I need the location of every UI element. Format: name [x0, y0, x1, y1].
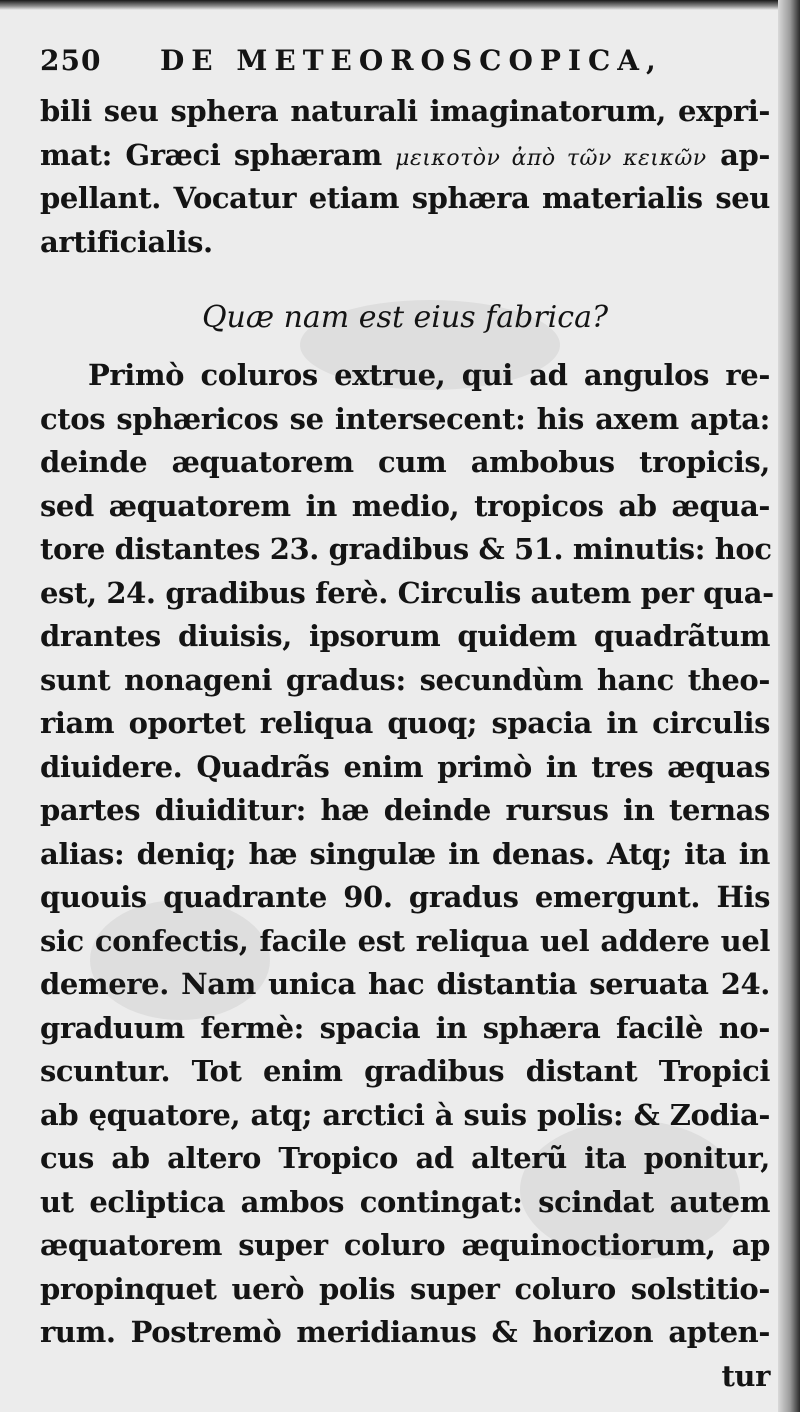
text-line: pellant. Vocatur etiam sphæra materialis seu	[40, 181, 770, 215]
text-line: deinde æquatorem cum ambobus tropicis,	[40, 445, 770, 479]
text-line: quouis quadrante 90. gradus emergunt. His	[40, 880, 770, 914]
paragraph-intro	[40, 90, 770, 264]
text-line: rum. Postremò meridianus & horizon apten-	[40, 1315, 770, 1349]
text-line: Primò coluros extrue, qui ad angulos re-	[88, 358, 770, 392]
text-line: artificialis.	[40, 224, 213, 259]
text-line: scuntur. Tot enim gradibus distant Tropici	[40, 1054, 770, 1088]
running-head	[40, 44, 770, 84]
text-line: ab ęquatore, atq; arctici à suis polis: & Zodia-	[40, 1097, 770, 1132]
text-line: bili seu sphera naturali imaginatorum, expri-	[40, 94, 770, 128]
text-line: æquatorem super coluro æquinoctiorum, ap	[40, 1228, 770, 1262]
text-line: cus ab altero Tropico ad alterũ ita ponitur,	[40, 1141, 770, 1175]
text-line: alias: deniq; hæ singulæ in denas. Atq; ita in	[40, 836, 770, 871]
text-line: demere. Nam unica hac distantia seruata 24.	[40, 967, 770, 1001]
text-line: sic confectis, facile est reliqua uel addere uel	[40, 923, 770, 958]
text-line: partes diuiditur: hæ deinde rursus in ternas	[40, 793, 770, 827]
page-gutter-edge	[778, 0, 800, 1412]
section-heading: Quæ nam est eius fabrica?	[201, 300, 609, 335]
text-line: mat: Græci sphæram μεικοτὸν ἀπὸ τῶν κεικῶν ap-	[40, 137, 770, 172]
text-line: tore distantes 23. gradibus & 51. minutis: hoc	[40, 532, 772, 566]
catchword: tur	[721, 1358, 770, 1393]
paragraph-fabrica	[40, 354, 774, 1398]
text-line: ut ecliptica ambos contingat: scindat autem	[40, 1184, 770, 1219]
text-block	[40, 44, 774, 1398]
text-line: drantes diuisis, ipsorum quidem quadrãtum	[40, 619, 770, 653]
text-line: diuidere. Quadrãs enim primò in tres æquas	[40, 749, 770, 784]
text-line: graduum fermè: spacia in sphæra facilè no-	[40, 1010, 770, 1045]
page-top-edge	[0, 0, 800, 10]
text-line: sed æquatorem in medio, tropicos ab æqua-	[40, 488, 770, 523]
text-line: sunt nonageni gradus: secundùm hanc theo-	[40, 662, 770, 697]
text-line: ctos sphæricos se intersecent: his axem apta:	[40, 401, 770, 436]
page-number: 250	[40, 44, 102, 77]
text-line: propinquet uerò polis super coluro solstitio-	[40, 1271, 770, 1306]
text-line: est, 24. gradibus ferè. Circulis autem per qua-	[40, 575, 774, 610]
greek-phrase: μεικοτὸν ἀπὸ τῶν κεικῶν	[395, 145, 707, 171]
text-line: riam oportet reliqua quoq; spacia in circulis	[40, 706, 770, 740]
running-head-title: DE METEOROSCOPICA,	[160, 44, 663, 77]
